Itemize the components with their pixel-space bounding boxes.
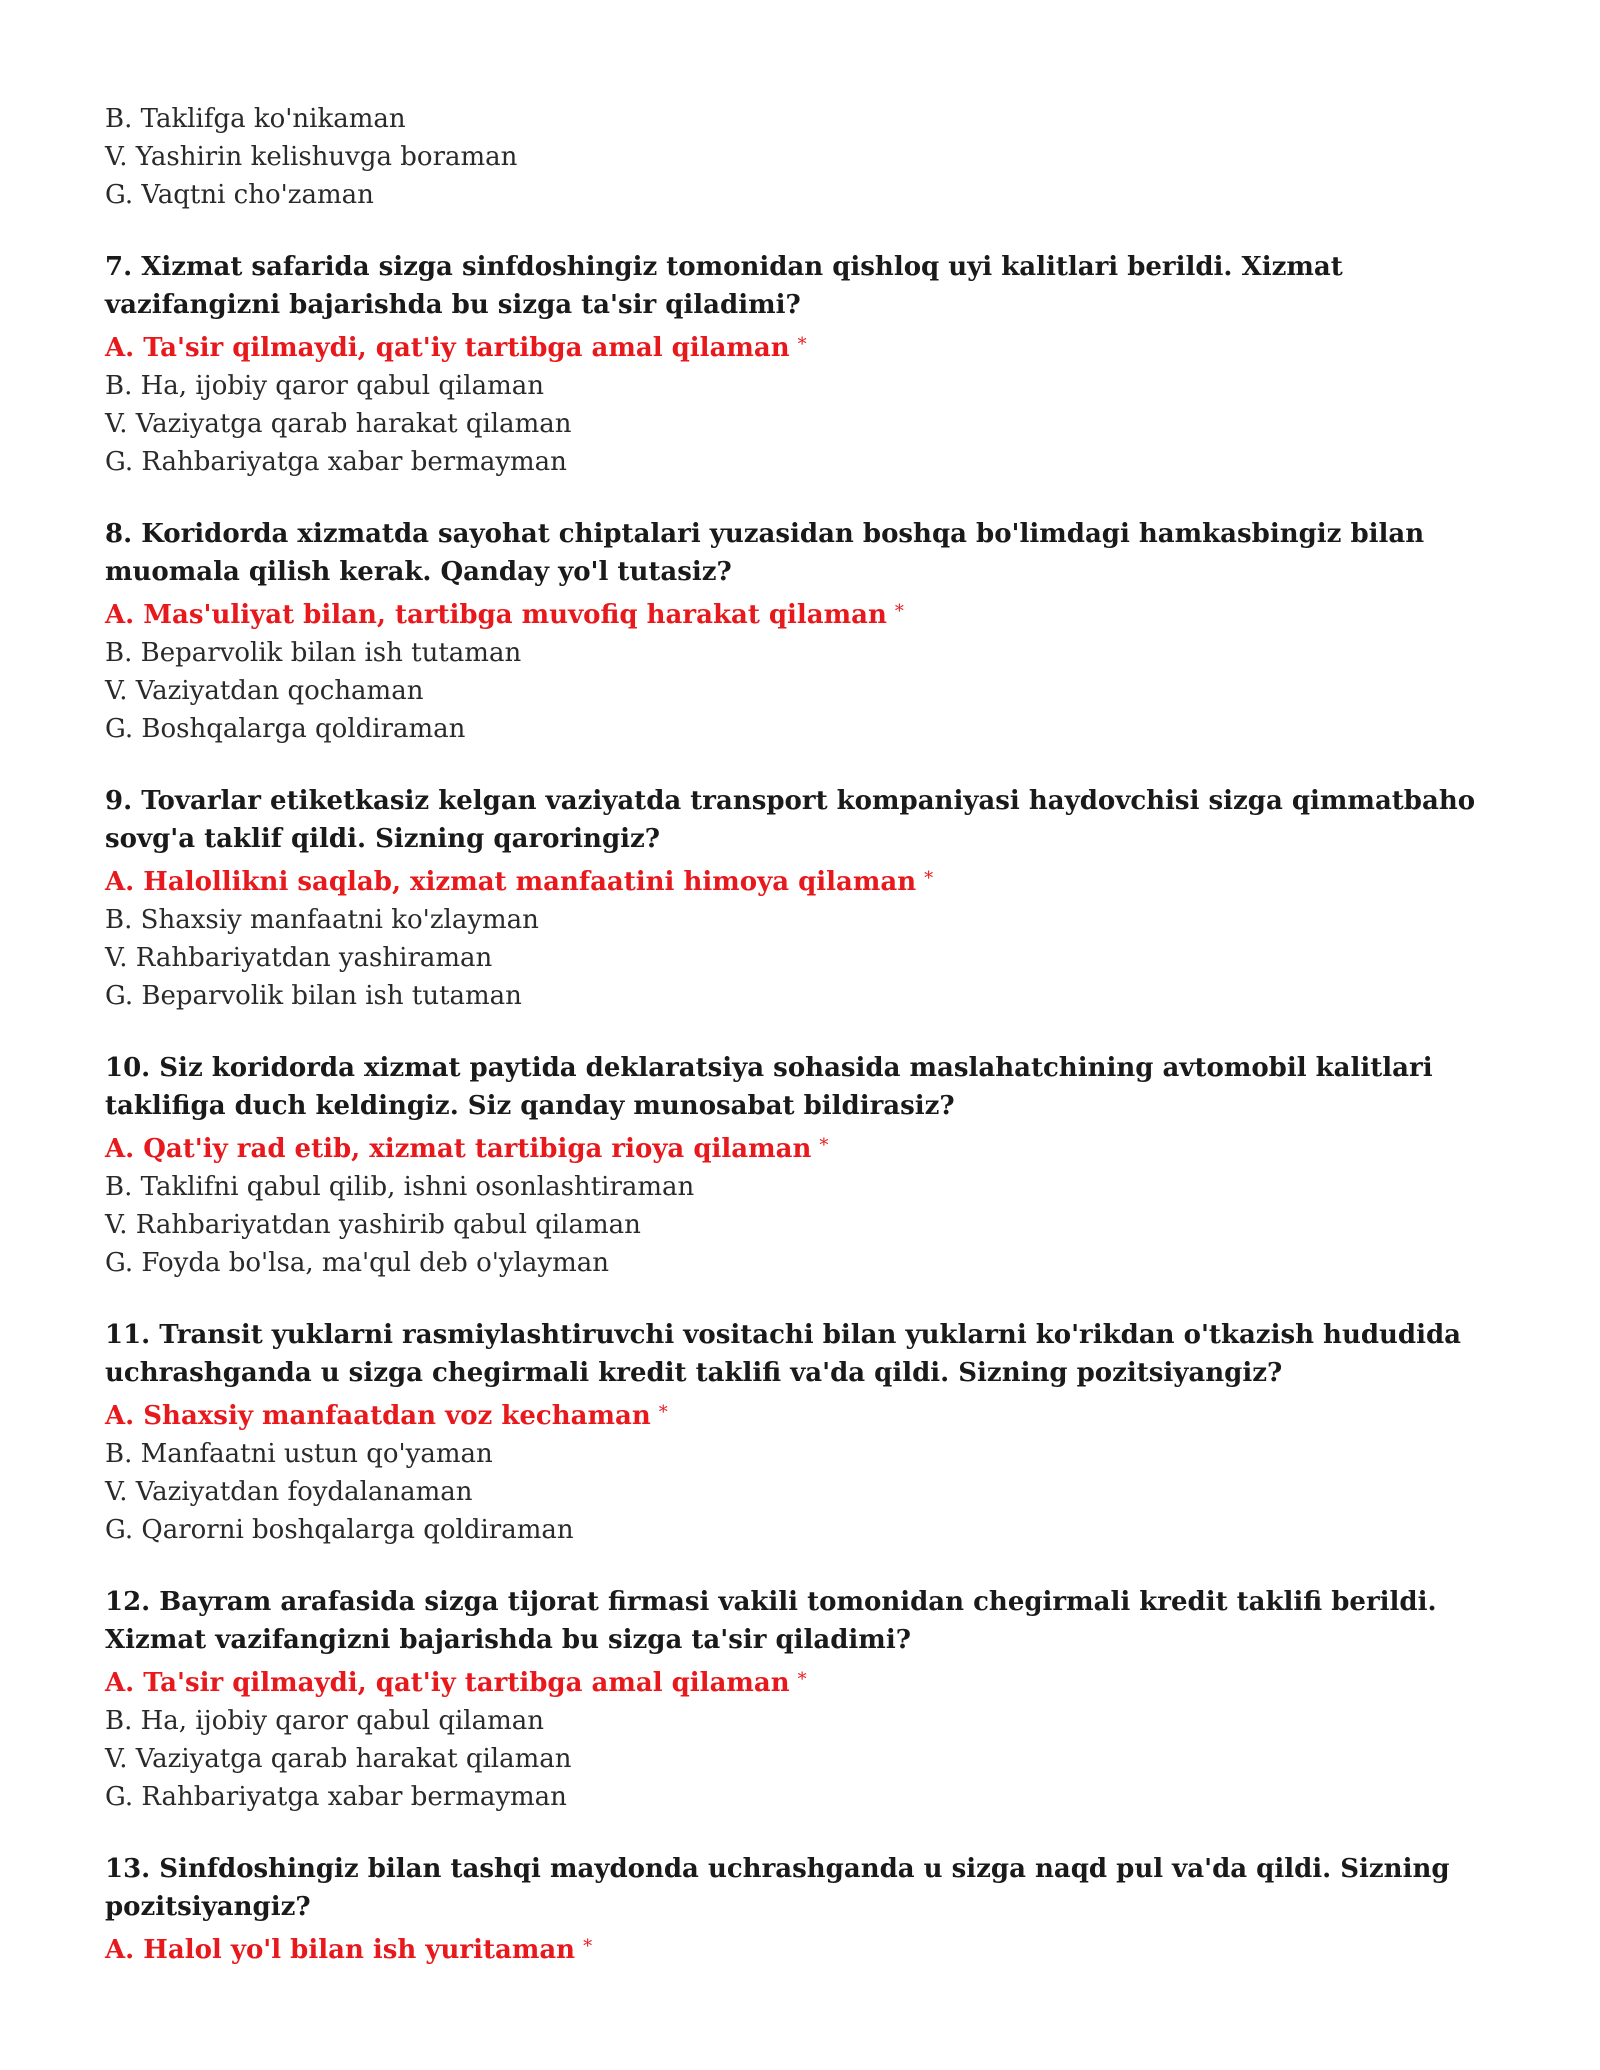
answer-option: G. Rahbariyatga xabar bermayman: [105, 447, 567, 477]
correct-answer-text: A. Halollikni saqlab, xizmat manfaatini himoya qilaman: [105, 867, 917, 897]
answer-option: B. Beparvolik bilan ish tutaman: [105, 638, 522, 668]
question-title: 9. Tovarlar etiketkasiz kelgan vaziyatda transport kompaniyasi haydovchisi sizga qimmatbaho sovg'a taklif qildi. Sizning qaroringiz?: [105, 786, 1476, 854]
answer-option: G. Foyda bo'lsa, ma'qul deb o'ylayman: [105, 1248, 609, 1278]
answer-option: V. Rahbariyatdan yashirib qabul qilaman: [105, 1210, 641, 1240]
answer-option: B. Ha, ijobiy qaror qabul qilaman: [105, 1706, 544, 1736]
correct-marker: *: [924, 868, 934, 889]
correct-answer: [105, 860, 1520, 901]
question-9: [105, 782, 1520, 1015]
answer-option: V. Rahbariyatdan yashiraman: [105, 943, 493, 973]
correct-answer: [105, 1127, 1520, 1168]
correct-answer: [105, 1928, 1520, 1969]
correct-answer-text: A. Ta'sir qilmaydi, qat'iy tartibga amal qilaman: [105, 1668, 790, 1698]
question-title: 10. Siz koridorda xizmat paytida deklaratsiya sohasida maslahatchining avtomobil kalitlari taklifiga duch keldingiz. Siz qanday munosabat bildirasiz?: [105, 1053, 1433, 1121]
correct-answer: [105, 593, 1520, 634]
answer-option: G. Vaqtni cho'zaman: [105, 180, 374, 210]
answer-option: B. Manfaatni ustun qo'yaman: [105, 1439, 493, 1469]
correct-marker: *: [583, 1936, 593, 1957]
correct-answer: [105, 1394, 1520, 1435]
answer-option: V. Vaziyatga qarab harakat qilaman: [105, 409, 572, 439]
correct-answer-text: A. Qat'iy rad etib, xizmat tartibiga rioya qilaman: [105, 1134, 812, 1164]
question-title: 11. Transit yuklarni rasmiylashtiruvchi vositachi bilan yuklarni ko'rikdan o'tkazish hududida uchrashganda u sizga chegirmali kredit taklifi va'da qildi. Sizning pozitsiyangiz?: [105, 1320, 1462, 1388]
question-8: [105, 515, 1520, 748]
answer-option: B. Shaxsiy manfaatni ko'zlayman: [105, 905, 539, 935]
previous-question-options: [105, 100, 1520, 214]
answer-option: G. Beparvolik bilan ish tutaman: [105, 981, 522, 1011]
answer-option: G. Boshqalarga qoldiraman: [105, 714, 466, 744]
question-11: [105, 1316, 1520, 1549]
answer-option: V. Yashirin kelishuvga boraman: [105, 142, 518, 172]
question-title: 12. Bayram arafasida sizga tijorat firmasi vakili tomonidan chegirmali kredit taklifi berildi. Xizmat vazifangizni bajarishda bu sizga ta'sir qiladimi?: [105, 1587, 1437, 1655]
correct-answer-text: A. Shaxsiy manfaatdan voz kechaman: [105, 1401, 651, 1431]
answer-option: B. Taklifga ko'nikaman: [105, 104, 406, 134]
correct-marker: *: [658, 1402, 668, 1423]
question-13: [105, 1850, 1520, 1969]
answer-option: G. Rahbariyatga xabar bermayman: [105, 1782, 567, 1812]
question-title: 7. Xizmat safarida sizga sinfdoshingiz tomonidan qishloq uyi kalitlari berildi. Xizmat vazifangizni bajarishda bu sizga ta'sir qiladimi?: [105, 252, 1343, 320]
correct-marker: *: [894, 601, 904, 622]
answer-option: V. Vaziyatdan qochaman: [105, 676, 424, 706]
correct-marker: *: [819, 1135, 829, 1156]
correct-answer-text: A. Mas'uliyat bilan, tartibga muvofiq harakat qilaman: [105, 600, 887, 630]
question-10: [105, 1049, 1520, 1282]
question-12: [105, 1583, 1520, 1816]
correct-answer-text: A. Ta'sir qilmaydi, qat'iy tartibga amal qilaman: [105, 333, 790, 363]
correct-marker: *: [797, 334, 807, 355]
correct-answer-text: A. Halol yo'l bilan ish yuritaman: [105, 1935, 576, 1965]
answer-option: V. Vaziyatga qarab harakat qilaman: [105, 1744, 572, 1774]
answer-option: B. Ha, ijobiy qaror qabul qilaman: [105, 371, 544, 401]
correct-marker: *: [797, 1669, 807, 1690]
correct-answer: [105, 1661, 1520, 1702]
question-7: [105, 248, 1520, 481]
question-title: 8. Koridorda xizmatda sayohat chiptalari yuzasidan boshqa bo'limdagi hamkasbingiz bilan muomala qilish kerak. Qanday yo'l tutasiz?: [105, 519, 1425, 587]
answer-option: G. Qarorni boshqalarga qoldiraman: [105, 1515, 574, 1545]
answer-option: B. Taklifni qabul qilib, ishni osonlashtiraman: [105, 1172, 695, 1202]
question-title: 13. Sinfdoshingiz bilan tashqi maydonda uchrashganda u sizga naqd pul va'da qildi. Sizning pozitsiyangiz?: [105, 1854, 1450, 1922]
answer-option: V. Vaziyatdan foydalanaman: [105, 1477, 473, 1507]
correct-answer: [105, 326, 1520, 367]
